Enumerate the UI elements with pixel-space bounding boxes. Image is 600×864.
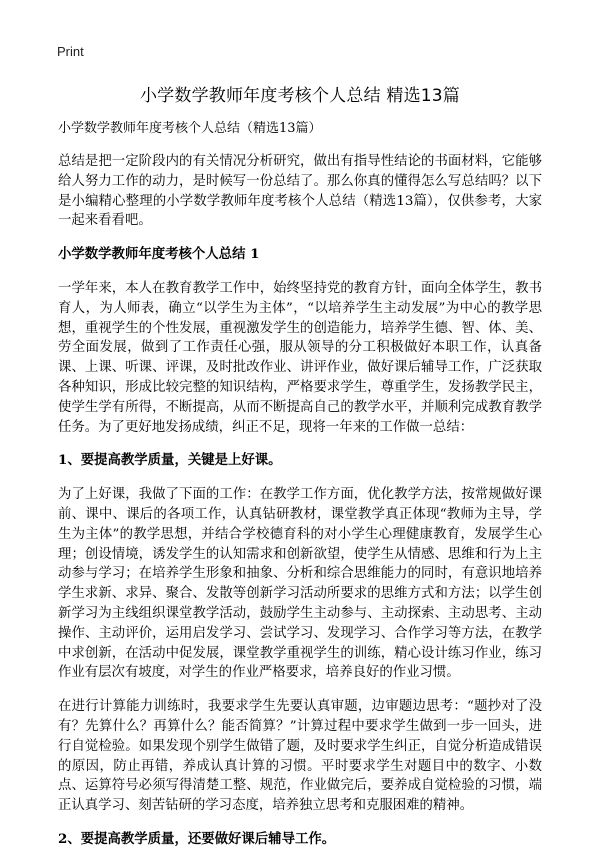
intro-paragraph: 总结是把一定阶段内的有关情况分析研究，做出有指导性结论的书面材料，它能够给人努力工作的动力，是时候写一份总结了。那么你真的懂得怎么写总结吗？以下是小编精心整理的小学数学教师年度考核个人总结（精选13篇），仅供参考，大家一起来看看吧。 [58, 154, 542, 229]
subsection-heading: 2、要提高教学质量，还要做好课后辅导工作。 [58, 830, 336, 847]
document-body [58, 119, 542, 864]
body-paragraph: 为了上好课，我做了下面的工作：在教学工作方面，优化教学方法，按常规做好课前、课中、课后的各项工作，认真钻研教材，课堂教学真正体现“教师为主导，学生为主体”的教学思想，并结合学校德育科的对小学生心理健康教育，发展学生心理；创设情境，诱发学生的认知需求和创新欲望，使学生从情感、思维和行为上主动参与学习；在培养学生形象和抽象、分析和综合思维能力的同时，有意识地培养学生求新、求异、聚合、发散等创新学习活动所要求的思维方式和方法；以学生创新学习为主线组织课堂教学活动，鼓励学生主动参与、主动探索、主动思考、主动操作、主动评价，运用启发学习、尝试学习、发现学习、合作学习等方法，在教学中求创新，在活动中促发展，课堂教学重视学生的训练，精心设计练习作业，练习作业有层次有坡度，对学生的作业严格要求，培养良好的作业习惯。 [58, 487, 542, 681]
body-paragraph: 一学年来，本人在教育教学工作中，始终坚持党的教育方针，面向全体学生，教书育人，为人师表，确立“以学生为主体”，“以培养学生主动发展”为中心的教学思想，重视学生的个性发展，重视激发学生的创造能力，培养学生德、智、体、美、劳全面发展，做到了工作责任心强，服从领导的分工积极做好本职工作，认真备课、上课、听课、评课，及时批改作业、讲评作业，做好课后辅导工作，广泛获取各种知识，形成比较完整的知识结构，严格要求学生，尊重学生，发扬教学民主，使学生学有所得，不断提高，从而不断提高自己的教学水平，并顺利完成教育教学任务。为了更好地发扬成绩，纠正不足，现将一年来的工作做一总结： [58, 280, 542, 435]
print-link[interactable]: Print [57, 44, 84, 59]
document-subtitle: 小学数学教师年度考核个人总结（精选13篇） [58, 121, 322, 136]
body-paragraph: 在进行计算能力训练时，我要求学生先要认真审题，边审题边思考：“题抄对了没有？先算什么？再算什么？能否简算？”计算过程中要求学生做到一步一回头，进行自觉检验。如果发现个别学生做错了题，及时要求学生纠正，自觉分析造成错误的原因，防止再错，养成认真计算的习惯。平时要求学生对题目中的数字、小数点、运算符号必须写得清楚工整、规范，作业做完后，要养成自觉检验的习惯，端正认真学习、刻苦钻研的学习态度，培养独立思考和克服困难的精神。 [58, 699, 542, 814]
section-title: 小学数学教师年度考核个人总结 1 [58, 246, 260, 263]
subsection-heading: 1、要提高教学质量，关键是上好课。 [58, 452, 282, 469]
page-title: 小学数学教师年度考核个人总结 精选13篇 [139, 86, 461, 106]
